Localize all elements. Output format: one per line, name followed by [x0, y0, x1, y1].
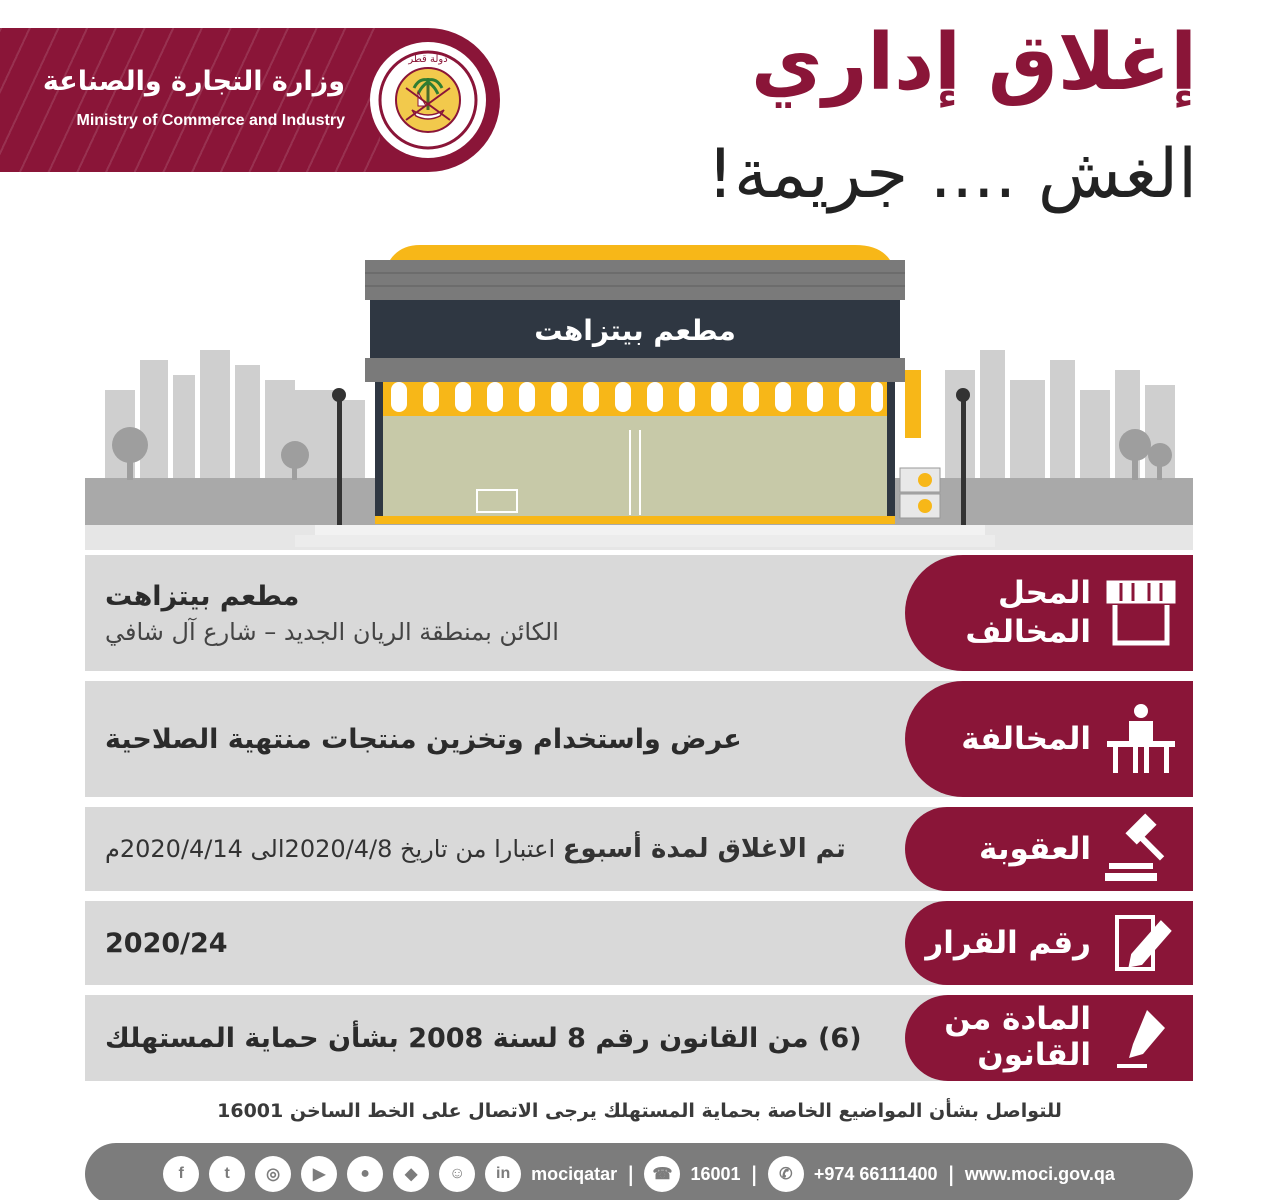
website-link[interactable]: www.moci.gov.qa: [964, 1163, 1115, 1184]
row-label: رقم القرار: [925, 924, 1091, 961]
decision-number: 2020/24: [105, 927, 228, 959]
shop-sign: مطعم بيتزاهت: [534, 313, 736, 347]
svg-text:دولة قطر: دولة قطر: [408, 54, 448, 65]
restaurant-illustration: [85, 240, 1193, 550]
linkedin-icon[interactable]: in: [485, 1156, 521, 1192]
row-value: [105, 807, 865, 891]
info-row-law-article: [85, 995, 1193, 1081]
social-handle[interactable]: mociqatar: [531, 1163, 618, 1184]
row-label: المخالفة: [961, 720, 1091, 757]
separator: |: [750, 1162, 758, 1186]
separator: |: [947, 1162, 955, 1186]
whatsapp-icon: ✆: [768, 1156, 804, 1192]
row-label: المحل المخالف: [965, 575, 1091, 650]
law-article-text: (6) من القانون رقم 8 لسنة 2008 بشأن حماية المستهلك: [105, 1022, 862, 1054]
row-value: [105, 995, 865, 1081]
info-row-decision-number: [85, 901, 1193, 985]
youtube-icon[interactable]: ▶: [301, 1156, 337, 1192]
page-title: إغلاق إداري: [750, 18, 1197, 108]
gavel-icon: [1103, 811, 1179, 887]
info-row-violation: [85, 681, 1193, 797]
shop-name: مطعم بيتزاهت: [105, 580, 300, 612]
android-icon[interactable]: ◆: [393, 1156, 429, 1192]
penalty-dates: اعتبارا من تاريخ 2020/4/8الى 2020/4/14م: [105, 835, 563, 863]
shop-location: الكائن بمنطقة الريان الجديد – شارع آل شافي: [105, 617, 559, 646]
fountain-pen-icon: [1103, 1000, 1179, 1076]
row-value: [105, 555, 865, 671]
row-label: العقوبة: [979, 830, 1091, 867]
violation-text: عرض واستخدام وتخزين منتجات منتهية الصلاحية: [105, 723, 742, 755]
row-value: [105, 901, 865, 985]
document-pen-icon: [1103, 905, 1179, 981]
row-label-tab: [905, 807, 1193, 891]
apple-icon[interactable]: ●: [347, 1156, 383, 1192]
row-value: [105, 681, 865, 797]
hotline-number[interactable]: 16001: [690, 1163, 741, 1184]
ministry-name-english: Ministry of Commerce and Industry: [76, 112, 345, 129]
info-row-penalty: [85, 807, 1193, 891]
page-subtitle: الغش .... جريمة!: [706, 135, 1197, 214]
penalty-bold: تم الاغلاق لمدة أسبوع: [562, 834, 846, 864]
phone-icon: ☎: [644, 1156, 680, 1192]
facebook-icon[interactable]: f: [163, 1156, 199, 1192]
penalty-text: [105, 834, 846, 864]
info-row-violating-shop: [85, 555, 1193, 671]
footer-contact-bar: [85, 1143, 1193, 1200]
row-label: المادة من القانون: [944, 1001, 1091, 1073]
whatsapp-number[interactable]: +974 66111400: [813, 1163, 938, 1184]
row-label-tab: [905, 681, 1193, 797]
storefront-icon: [1103, 575, 1179, 651]
row-label-tab: [905, 901, 1193, 985]
snapchat-icon[interactable]: ☺: [439, 1156, 475, 1192]
ministry-name-arabic: وزارة التجارة والصناعة: [42, 66, 345, 97]
banner-pattern: [0, 28, 380, 172]
twitter-icon[interactable]: t: [209, 1156, 245, 1192]
ministry-banner: [0, 28, 500, 172]
instagram-icon[interactable]: ◎: [255, 1156, 291, 1192]
person-desk-icon: [1103, 701, 1179, 777]
separator: |: [627, 1162, 635, 1186]
qatar-emblem-logo: [370, 42, 486, 158]
row-label-tab: [905, 555, 1193, 671]
row-label-tab: [905, 995, 1193, 1081]
contact-note: للتواصل بشأن المواضيع الخاصة بحماية المستهلك يرجى الاتصال على الخط الساخن 16001: [217, 1100, 1062, 1122]
